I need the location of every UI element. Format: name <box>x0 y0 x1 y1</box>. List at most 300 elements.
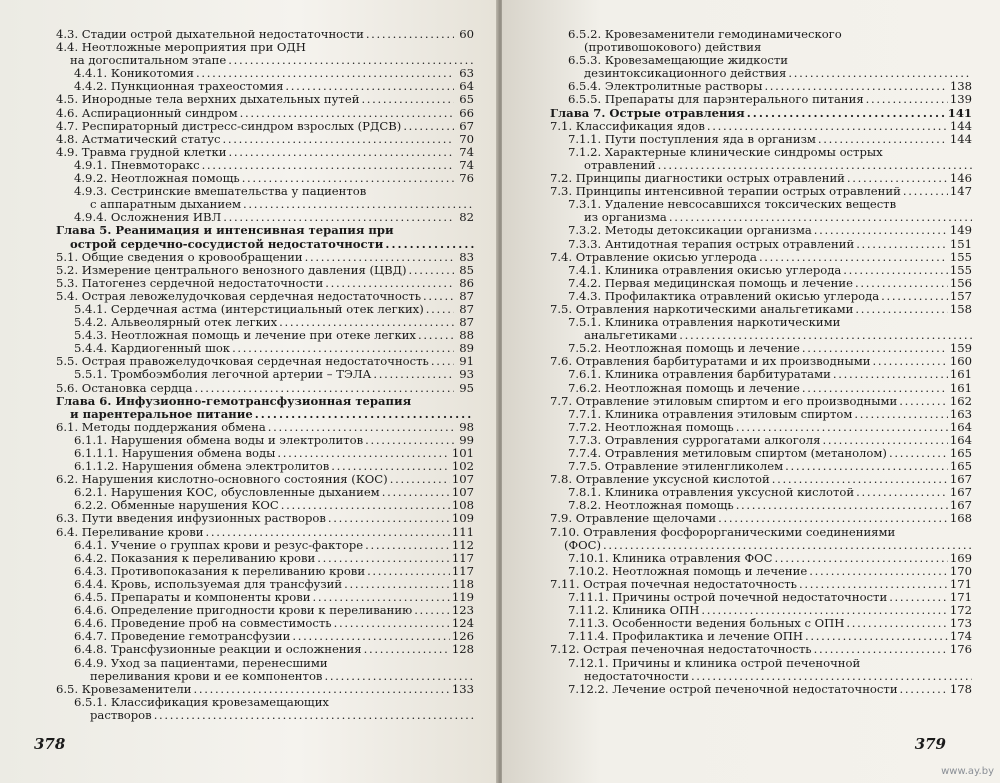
toc-entry-title: 6.4.6. Определение пригодности крови к переливанию <box>74 604 413 618</box>
toc-entry-title: 7.7.5. Отравление этиленгликолем <box>568 460 784 474</box>
toc-entry-title: 7.8. Отравление уксусной кислотой <box>550 473 770 487</box>
dot-leader <box>365 539 450 552</box>
toc-entry-continuation: переливания крови и ее компонентов <box>90 668 323 683</box>
toc-entry <box>550 486 972 499</box>
dot-leader <box>382 486 450 499</box>
toc-entry-title: 7.10.1. Клиника отравления ФОС <box>568 551 773 565</box>
toc-entry <box>550 604 972 617</box>
toc-entry-page: 85 <box>459 263 474 277</box>
toc-entry <box>56 486 474 499</box>
dot-leader <box>822 434 947 447</box>
toc-entry-page: 156 <box>949 276 972 290</box>
toc-entry-page: 169 <box>949 551 972 565</box>
dot-leader <box>809 565 948 578</box>
toc-entry-title: 7.7.4. Отравления метиловым спиртом (метанолом) <box>568 447 887 460</box>
dot-leader <box>707 120 948 133</box>
dot-leader <box>818 133 948 146</box>
toc-entry <box>550 264 972 277</box>
dot-leader <box>802 382 948 395</box>
toc-entry <box>56 539 474 552</box>
toc-entry <box>56 434 474 447</box>
toc-entry-page: 138 <box>949 80 972 94</box>
toc-entry-title: 5.5. Острая правожелудочковая сердечная недостаточность <box>56 355 429 369</box>
dot-leader <box>679 328 972 342</box>
toc-entry-title: 6.5.4. Электролитные растворы <box>568 80 763 94</box>
dot-leader <box>325 277 454 290</box>
toc-entry-title: 7.3. Принципы интенсивной терапии острых отравлений <box>550 185 901 199</box>
dot-leader <box>324 669 474 683</box>
toc-entry <box>550 630 972 643</box>
toc-entry-page: 168 <box>949 512 972 526</box>
toc-entry-page: 102 <box>451 460 474 474</box>
dot-leader <box>277 447 450 460</box>
toc-entry <box>550 303 972 316</box>
dot-leader <box>154 708 474 722</box>
toc-entry-title: 4.9.2. Неотложная помощь <box>74 172 240 186</box>
dot-leader <box>785 460 948 473</box>
dot-leader <box>423 290 454 303</box>
toc-entry-title: 7.11. Острая почечная недостаточность <box>550 577 797 591</box>
toc-entry-page: 83 <box>459 250 474 264</box>
toc-entry <box>550 473 972 486</box>
dot-leader <box>691 669 972 683</box>
toc-entry <box>550 224 972 237</box>
toc-entry-title: 6.4.4. Кровь, используемая для трансфузий <box>74 577 343 591</box>
dot-leader <box>843 264 948 277</box>
toc-entry <box>550 512 972 525</box>
toc-entry <box>56 368 474 381</box>
toc-entry-page: 74 <box>459 158 474 172</box>
watermark: www.ay.by <box>941 766 994 777</box>
toc-entry-page: 93 <box>459 368 474 382</box>
toc-entry <box>56 316 474 329</box>
toc-entry <box>550 54 972 80</box>
toc-entry <box>56 395 474 421</box>
toc-entry <box>550 290 972 303</box>
dot-leader <box>889 591 948 604</box>
toc-entry-title: 5.1. Общие сведения о кровообращении <box>56 250 303 264</box>
toc-entry-page: 161 <box>949 368 972 382</box>
toc-entry <box>56 211 474 224</box>
toc-entry-title: 7.3.1. Удаление невсосавшихся токсических веществ <box>568 198 897 212</box>
dot-leader <box>361 93 454 106</box>
toc-entry-title: Глава 7. Острые отравления <box>550 106 745 120</box>
toc-entry <box>56 643 474 656</box>
toc-entry-continuation: (ФОС) <box>564 537 602 552</box>
toc-entry-title: 5.3. Патогенез сердечной недостаточности <box>56 276 324 290</box>
dot-leader <box>206 526 450 539</box>
toc-entry-title: 7.7.2. Неотложная помощь <box>568 420 734 434</box>
toc-entry-title: 4.9.1. Пневмоторакс <box>74 158 200 172</box>
dot-leader <box>317 552 450 565</box>
toc-entry <box>56 80 474 93</box>
toc-entry-title: 7.5. Отравления наркотическими анальгетиками <box>550 302 854 316</box>
toc-entry <box>550 421 972 434</box>
toc-entry <box>550 526 972 552</box>
toc-entry-page: 139 <box>949 93 972 107</box>
toc-entry-title: 7.7.3. Отравления суррогатами алкоголя <box>568 433 821 447</box>
toc-list-right <box>550 28 972 696</box>
toc-entry <box>56 120 474 133</box>
toc-entry <box>56 303 474 316</box>
toc-entry <box>56 107 474 120</box>
toc-entry <box>550 447 972 460</box>
toc-entry <box>56 552 474 565</box>
dot-leader <box>242 172 454 185</box>
toc-entry-title: 7.1.1. Пути поступления яда в организм <box>568 132 816 146</box>
dot-leader <box>847 172 948 185</box>
toc-entry <box>56 342 474 355</box>
dot-leader <box>873 355 948 368</box>
dot-leader <box>759 251 948 264</box>
dot-leader <box>426 303 454 316</box>
toc-entry-continuation: острой сердечно-сосудистой недостаточности <box>70 236 384 251</box>
toc-entry-title: 6.5.3. Кровезамещающие жидкости <box>568 54 788 68</box>
toc-entry-page: 60 <box>459 28 474 41</box>
toc-entry <box>550 93 972 106</box>
toc-entry-page: 159 <box>949 342 972 356</box>
toc-entry-page: 162 <box>949 394 972 408</box>
toc-entry-title: 4.8. Астматический статус <box>56 132 221 146</box>
dot-leader <box>367 565 450 578</box>
toc-entry-continuation: отравлений <box>584 157 656 172</box>
toc-entry-title: 7.10.2. Неотложная помощь и лечение <box>568 564 808 578</box>
toc-entry-page: 107 <box>451 486 474 500</box>
toc-entry-page: 144 <box>949 119 972 133</box>
toc-entry-title: 7.1.2. Характерные клинические синдромы острых <box>568 145 883 159</box>
toc-entry-title: 7.2. Принципы диагностики острых отравлений <box>550 172 845 186</box>
dot-leader <box>856 238 948 251</box>
dot-leader <box>854 408 947 421</box>
toc-entry-page: 176 <box>949 643 972 657</box>
toc-entry-title: Глава 6. Инфузионно-гемотрансфузионная терапия <box>56 394 412 408</box>
toc-entry-title: 6.4.8. Трансфузионные реакции и осложнения <box>74 643 362 657</box>
dot-leader <box>194 683 450 696</box>
dot-leader <box>814 643 948 656</box>
dot-leader <box>312 591 449 604</box>
dot-leader <box>292 630 450 643</box>
toc-entry <box>550 657 972 683</box>
toc-entry <box>56 67 474 80</box>
toc-entry-title: 7.11.3. Особенности ведения больных с ОПН <box>568 617 845 631</box>
toc-entry <box>56 565 474 578</box>
toc-entry-page: 67 <box>459 119 474 133</box>
toc-entry-title: 5.4.1. Сердечная астма (интерстициальный отек легких) <box>74 302 424 316</box>
dot-leader <box>334 617 450 630</box>
toc-entry-title: 7.7.1. Клиника отравления этиловым спиртом <box>568 407 853 421</box>
toc-entry-page: 117 <box>451 551 474 565</box>
toc-entry <box>550 643 972 656</box>
toc-entry <box>550 408 972 421</box>
toc-entry-continuation: на догоспитальном этапе <box>70 53 227 68</box>
toc-entry-page: 157 <box>949 289 972 303</box>
toc-entry <box>550 565 972 578</box>
dot-leader <box>736 421 948 434</box>
toc-entry-continuation: растворов <box>90 707 152 722</box>
toc-entry-page: 172 <box>949 604 972 618</box>
toc-entry-page: 178 <box>949 682 972 696</box>
toc-entry-title: 6.4.9. Уход за пациентами, перенесшими <box>74 656 328 670</box>
dot-leader <box>202 159 454 172</box>
toc-entry <box>550 617 972 630</box>
toc-entry <box>550 591 972 604</box>
toc-entry <box>550 146 972 172</box>
dot-leader <box>331 460 450 473</box>
toc-entry-page: 119 <box>451 591 474 605</box>
toc-entry <box>550 460 972 473</box>
toc-entry-title: Глава 5. Реанимация и интенсивная терапия при <box>56 224 394 238</box>
toc-entry-title: 6.2.2. Обменные нарушения КОС <box>74 499 279 513</box>
toc-entry <box>56 290 474 303</box>
toc-entry-title: 4.9. Травма грудной клетки <box>56 145 227 159</box>
toc-entry <box>550 368 972 381</box>
dot-leader <box>799 578 948 591</box>
dot-leader <box>328 512 450 525</box>
toc-entry-page: 87 <box>459 316 474 330</box>
toc-entry-page: 147 <box>949 185 972 199</box>
toc-entry-title: 5.6. Остановка сердца <box>56 381 193 395</box>
right-page <box>502 0 1000 783</box>
toc-entry-title: 7.12.2. Лечение острой печеночной недостаточности <box>568 682 898 696</box>
toc-entry <box>550 172 972 185</box>
toc-entry <box>56 447 474 460</box>
toc-entry-page: 133 <box>451 682 474 696</box>
toc-entry-page: 160 <box>949 355 972 369</box>
toc-entry-page: 165 <box>949 447 972 460</box>
toc-entry-page: 163 <box>949 407 972 421</box>
dot-leader <box>900 683 948 696</box>
dot-leader <box>409 264 454 277</box>
dot-leader <box>814 224 948 237</box>
toc-entry-page: 95 <box>459 381 474 395</box>
toc-entry <box>550 578 972 591</box>
toc-entry-title: 7.12.1. Причины и клиника острой печеночной <box>568 656 861 670</box>
dot-leader <box>788 66 972 80</box>
toc-entry <box>56 421 474 434</box>
toc-entry-page: 101 <box>451 447 474 460</box>
toc-entry-page: 144 <box>949 132 972 146</box>
toc-entry-title: 6.3. Пути введения инфузионных растворов <box>56 512 326 526</box>
toc-entry-page: 66 <box>459 106 474 120</box>
toc-entry <box>56 578 474 591</box>
dot-leader <box>243 197 474 211</box>
toc-entry-page: 141 <box>947 106 972 120</box>
toc-entry-title: 4.4.2. Пункционная трахеостомия <box>74 80 284 94</box>
toc-entry-title: 7.3.2. Методы детоксикации организма <box>568 224 812 238</box>
toc-entry-title: 6.1.1.1. Нарушения обмена воды <box>74 447 276 460</box>
toc-entry-title: 6.1.1. Нарушения обмена воды и электролитов <box>74 433 364 447</box>
toc-entry-page: 107 <box>451 473 474 487</box>
toc-entry-title: 6.5.5. Препараты для парэнтерального питания <box>568 93 864 107</box>
dot-leader <box>833 368 948 381</box>
toc-entry-page: 165 <box>949 460 972 474</box>
dot-leader <box>775 552 948 565</box>
toc-entry <box>550 238 972 251</box>
toc-entry-title: 7.10. Отравления фосфорорганическими соединениями <box>550 525 896 539</box>
toc-entry-title: 6.5. Кровезаменители <box>56 682 192 696</box>
toc-entry-title: 6.4.3. Противопоказания к переливанию крови <box>74 564 366 578</box>
dot-leader <box>223 133 454 146</box>
toc-entry-title: 6.4.1. Учение о группах крови и резус-факторе <box>74 538 364 552</box>
toc-entry <box>56 251 474 264</box>
toc-entry <box>56 41 474 67</box>
toc-entry-continuation: недостаточности <box>584 668 689 683</box>
toc-entry <box>550 683 972 696</box>
dot-leader <box>418 329 454 342</box>
dot-leader <box>855 303 948 316</box>
left-page <box>0 0 498 783</box>
toc-entry <box>56 617 474 630</box>
dot-leader <box>747 107 946 120</box>
toc-entry-continuation: с аппаратным дыханием <box>90 197 242 212</box>
toc-entry <box>56 382 474 395</box>
toc-entry <box>56 473 474 486</box>
dot-leader <box>373 368 454 381</box>
toc-entry <box>56 630 474 643</box>
toc-entry <box>56 28 474 41</box>
dot-leader <box>195 382 455 395</box>
toc-entry-title: 7.9. Отравление щелочами <box>550 512 717 526</box>
toc-entry-title: 7.4.2. Первая медицинская помощь и лечение <box>568 276 853 290</box>
toc-entry-title: 5.2. Измерение центрального венозного давления (ЦВД) <box>56 263 407 277</box>
toc-entry-title: 4.4. Неотложные мероприятия при ОДН <box>56 41 306 55</box>
toc-entry-page: 98 <box>459 420 474 434</box>
dot-leader <box>431 355 454 368</box>
dot-leader <box>365 434 454 447</box>
toc-entry-title: 7.6. Отравления барбитуратами и их производными <box>550 355 871 369</box>
toc-entry-title: 4.6. Аспирационный синдром <box>56 106 238 120</box>
toc-entry <box>550 28 972 54</box>
toc-entry-title: 7.6.1. Клиника отравления барбитуратами <box>568 368 831 382</box>
toc-entry <box>550 133 972 146</box>
toc-entry-title: 7.4. Отравление окисью углерода <box>550 250 757 264</box>
toc-entry-page: 167 <box>949 499 972 513</box>
toc-entry-title: 5.5.1. Тромбоэмболия легочной артерии – ТЭЛА <box>74 368 372 382</box>
toc-list-left <box>56 28 474 722</box>
toc-entry-page: 128 <box>451 643 474 657</box>
page-number-right: 379 <box>914 735 946 753</box>
toc-entry-page: 124 <box>451 617 474 631</box>
toc-entry-title: 6.4.5. Препараты и компоненты крови <box>74 591 311 605</box>
toc-entry-page: 82 <box>459 211 474 225</box>
dot-leader <box>285 80 454 93</box>
dot-leader <box>846 617 947 630</box>
toc-entry <box>550 251 972 264</box>
toc-entry-page: 89 <box>459 342 474 356</box>
page-number-left: 378 <box>34 735 66 753</box>
dot-leader <box>764 80 947 93</box>
toc-entry-continuation: из организма <box>584 210 667 225</box>
dot-leader <box>281 499 450 512</box>
toc-entry <box>56 696 474 722</box>
toc-entry-title: 7.3.3. Антидотная терапия острых отравлений <box>568 237 855 251</box>
toc-entry-title: 7.6.2. Неотложная помощь и лечение <box>568 381 800 395</box>
dot-leader <box>366 28 454 41</box>
toc-entry <box>56 355 474 368</box>
toc-entry-page: 167 <box>949 486 972 500</box>
dot-leader <box>364 643 450 656</box>
toc-entry-title: 6.4.2. Показания к переливанию крови <box>74 551 316 565</box>
toc-entry-title: 7.7. Отравление этиловым спиртом и его производными <box>550 394 898 408</box>
toc-entry-page: 64 <box>459 80 474 94</box>
toc-entry-page: 155 <box>949 263 972 277</box>
toc-entry-page: 167 <box>949 473 972 487</box>
toc-entry-page: 171 <box>949 577 972 591</box>
toc-entry-continuation: дезинтоксикационного действия <box>584 66 787 81</box>
toc-entry-title: 6.1. Методы поддержания обмена <box>56 420 266 434</box>
toc-entry-title: 6.4. Переливание крови <box>56 525 204 539</box>
toc-entry <box>550 185 972 198</box>
toc-entry-page: 74 <box>459 145 474 159</box>
toc-entry <box>56 657 474 683</box>
toc-entry-title: 4.4.1. Коникотомия <box>74 67 194 81</box>
toc-entry <box>550 499 972 512</box>
dot-leader <box>390 473 450 486</box>
toc-entry-page: 88 <box>459 329 474 343</box>
toc-entry-page: 149 <box>949 224 972 238</box>
toc-entry <box>56 591 474 604</box>
toc-entry-page: 86 <box>459 276 474 290</box>
toc-entry <box>56 133 474 146</box>
toc-entry-title: 6.2. Нарушения кислотно-основного состояния (КОС) <box>56 473 388 487</box>
toc-entry <box>550 552 972 565</box>
toc-entry <box>56 224 474 250</box>
toc-entry <box>56 159 474 172</box>
dot-leader <box>228 146 454 159</box>
toc-entry-title: 4.9.3. Сестринские вмешательства у пациентов <box>74 185 367 199</box>
dot-leader <box>701 604 948 617</box>
dot-leader <box>881 290 948 303</box>
toc-entry-page: 161 <box>949 381 972 395</box>
toc-entry-page: 158 <box>949 302 972 316</box>
dot-leader <box>889 447 948 460</box>
toc-entry <box>550 434 972 447</box>
dot-leader <box>228 53 474 67</box>
dot-leader <box>718 512 948 525</box>
toc-entry-page: 91 <box>459 355 474 369</box>
dot-leader <box>279 316 454 329</box>
toc-entry-continuation: (противошокового) действия <box>584 40 762 55</box>
toc-entry <box>56 683 474 696</box>
toc-entry-page: 174 <box>949 630 972 644</box>
toc-entry <box>550 120 972 133</box>
toc-entry <box>56 264 474 277</box>
dot-leader <box>223 211 454 224</box>
toc-entry-title: 5.4.3. Неотложная помощь и лечение при отеке легких <box>74 329 416 343</box>
dot-leader <box>805 630 948 643</box>
toc-entry-page: 65 <box>459 93 474 107</box>
dot-leader <box>802 342 948 355</box>
toc-entry <box>550 198 972 224</box>
dot-leader <box>196 67 454 80</box>
toc-entry-title: 4.7. Респираторный дистресс-синдром взрослых (РДСВ) <box>56 119 402 133</box>
toc-entry-page: 146 <box>949 172 972 186</box>
toc-entry <box>56 185 474 211</box>
toc-entry-title: 7.4.1. Клиника отравления окисью углерода <box>568 263 842 277</box>
toc-entry-page: 108 <box>451 499 474 513</box>
dot-leader <box>240 107 454 120</box>
toc-entry-continuation: анальгетиками <box>584 328 678 343</box>
dot-leader <box>772 473 948 486</box>
toc-entry-title: 7.4.3. Профилактика отравлений окисью углерода <box>568 289 880 303</box>
toc-entry <box>56 277 474 290</box>
toc-entry <box>56 146 474 159</box>
toc-entry-title: 7.12. Острая печеночная недостаточность <box>550 643 812 657</box>
toc-entry <box>550 355 972 368</box>
toc-entry-title: 5.4.4. Кардиогенный шок <box>74 342 231 356</box>
dot-leader <box>255 407 474 421</box>
dot-leader <box>414 604 450 617</box>
